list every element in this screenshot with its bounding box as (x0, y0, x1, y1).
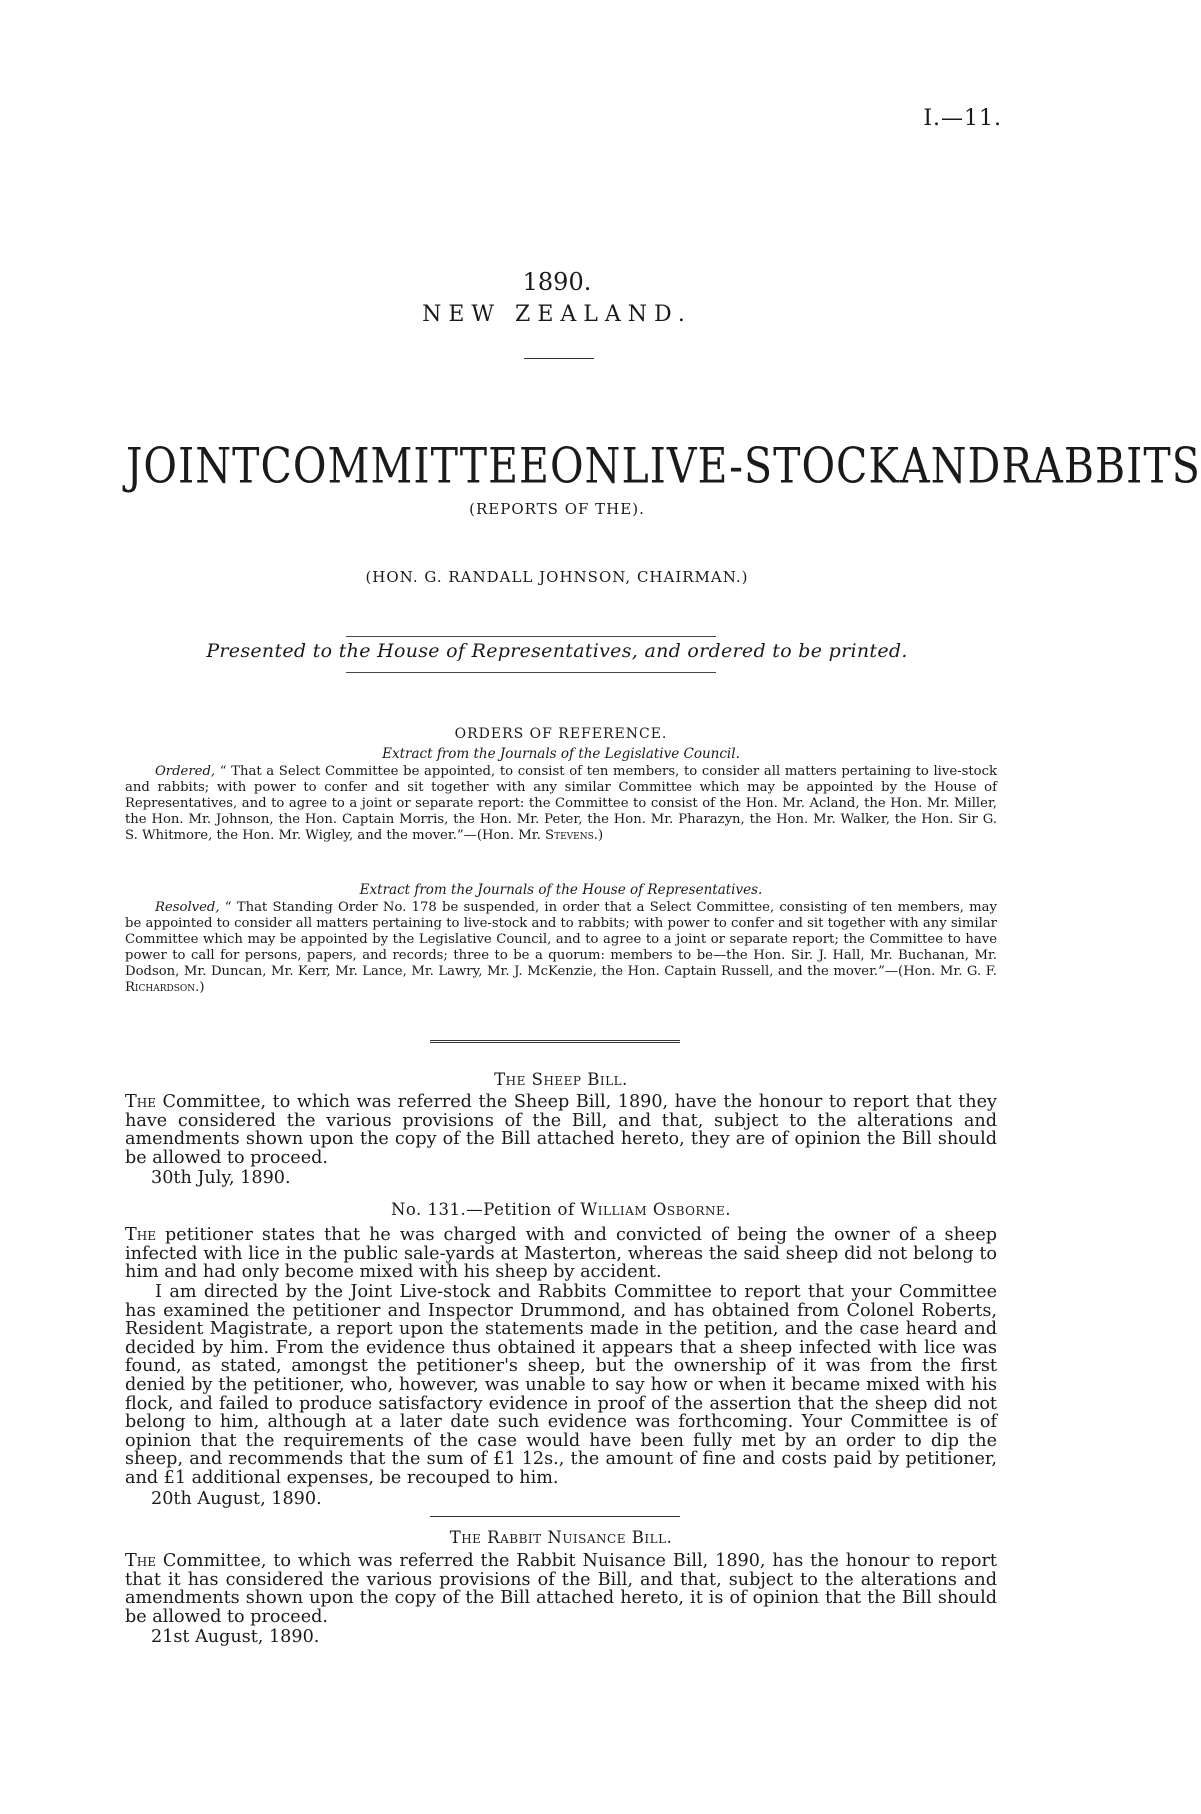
house-mover: Richardson. (125, 979, 200, 995)
rabbit-bill-heading: The Rabbit Nuisance Bill. (449, 1528, 673, 1547)
section-divider (430, 1040, 680, 1043)
section-divider (430, 1516, 680, 1517)
rabbit-bill-paragraph (125, 1552, 997, 1626)
petition-paragraph-2: I am directed by the Joint Live-stock and Rabbits Committee to report that your Committee has examined the petitioner and Inspector Drummond, and has obtained from Colonel Roberts, Resident Magistrate, a report upon the statements made in the petition, and the case heard and decided by him. From the evidence thus obtained it appears that a sheep infected with lice was found, as stated, amongst the petitioner's sheep, but the ownership of it was from the first denied by the petitioner, who, however, was unable to say how or when it became mixed with his flock, and failed to produce satisfactory evidence in proof of the assertion that the sheep did not belong to him, although at a later date such evidence was forthcoming. Your Committee is of opinion that the requirements of the case would have been fully met by an order to dip the sheep, and recommends that the sum of £1 12s., the amount of fine and costs paid by petitioner, and £1 additional expenses, be recouped to him. (125, 1282, 997, 1488)
subtitle: (REPORTS OF THE). (469, 500, 645, 518)
sheep-bill-paragraph (125, 1093, 997, 1167)
extract-council-heading: Extract from the Journals of the Legislative Council. (382, 746, 740, 762)
extract-house-heading: Extract from the Journals of the House of Representatives. (359, 882, 763, 898)
title-word: RABBITS (1001, 437, 1201, 495)
presented-rule-top (346, 636, 716, 637)
title-word: ON (549, 437, 622, 495)
title-divider (524, 358, 594, 359)
council-order-paragraph (125, 764, 997, 844)
rabbit-bill-date: 21st August, 1890. (151, 1627, 320, 1647)
title-word: COMMITTEE (260, 437, 550, 495)
council-lead: Ordered, (155, 764, 216, 779)
petition-heading-prefix: No. 131.—Petition of (390, 1200, 581, 1219)
rabbit-bill-text: Committee, to which was referred the Rabbit Nuisance Bill, 1890, has the honour to report that it has considered the various provisions of the Bill, and that, subject to the alterations and amendments shown upon the copy of the Bill attached hereto, it is of opinion that the Bill should be allowed to proceed. (125, 1551, 997, 1627)
house-text: “ That Standing Order No. 178 be suspended, in order that a Select Committee, consisting of ten members, may be appointed to consider all matters pertaining to live-stock and to rabbits; with power to confer and sit together with any similar Committee which may be appointed by the Legislative Council, and to agree to a joint or separate report; the Committee to have power to call for persons, papers, and records; three to be a quorum: members to be—the Hon. Sir. J. Hall, Mr. Buchanan, Mr. Dodson, Mr. Duncan, Mr. Kerr, Mr. Lance, Mr. Lawry, Mr. J. McKenzie, the Hon. Captain Russell, and the mover.”—(Hon. Mr. G. F. (125, 900, 997, 979)
sheep-bill-text: Committee, to which was referred the Sheep Bill, 1890, have the honour to report that they have considered the various provisions of the Bill, and that, subject to the alterations and amendments shown upon the copy of the Bill attached hereto, they are of opinion the Bill should be allowed to proceed. (125, 1092, 997, 1168)
petition-text-1: petitioner states that he was charged with and convicted of being the owner of a sheep infected with lice in the public sale-yards at Masterton, whereas the said sheep did not belong to him and had only become mixed with his sheep by accident. (125, 1225, 997, 1283)
presented-line: Presented to the House of Representatives, and ordered to be printed. (206, 640, 908, 662)
house-lead: Resolved, (155, 900, 220, 915)
council-mover: Stevens. (545, 827, 598, 843)
main-title (126, 437, 1201, 495)
petition-date: 20th August, 1890. (151, 1489, 322, 1509)
petition-lead: The (125, 1225, 156, 1245)
house-close: ) (199, 979, 205, 995)
council-text: “ That a Select Committee be appointed, to consist of ten members, to consider all matters pertaining to live-stock and rabbits; with power to confer and sit together with any similar Committee which may be appointed by the House of Representatives, and to agree to a joint or separate report: the Committee to consist of the Hon. Mr. Acland, the Hon. Mr. Miller, the Hon. Mr. Johnson, the Hon. Captain Morris, the Hon. Mr. Peter, the Hon. Mr. Pharazyn, the Hon. Mr. Walker, the Hon. Sir G. S. Whitmore, the Hon. Mr. Wigley, and the mover.”—(Hon. Mr. (125, 764, 997, 843)
orders-heading: ORDERS OF REFERENCE. (454, 726, 668, 742)
document-year: 1890. (522, 268, 592, 296)
sheep-bill-lead: The (125, 1092, 156, 1112)
document-country: NEW ZEALAND. (422, 302, 692, 327)
chairman-line: (HON. G. RANDALL JOHNSON, CHAIRMAN.) (365, 568, 749, 586)
title-word: AND (900, 437, 1002, 495)
presented-rule-bottom (346, 672, 716, 673)
page-identifier: I.—11. (923, 106, 1002, 131)
title-word: JOINT (126, 437, 261, 495)
petitioner-name: William Osborne. (580, 1200, 732, 1219)
sheep-bill-heading: The Sheep Bill. (494, 1070, 628, 1089)
council-close: ) (597, 827, 604, 843)
sheep-bill-date: 30th July, 1890. (151, 1168, 291, 1188)
petition-paragraph-1 (125, 1226, 997, 1282)
petition-heading (125, 1200, 997, 1219)
house-resolution-paragraph (125, 900, 997, 995)
title-word: LIVE-STOCK (621, 437, 901, 495)
rabbit-bill-lead: The (125, 1551, 156, 1571)
